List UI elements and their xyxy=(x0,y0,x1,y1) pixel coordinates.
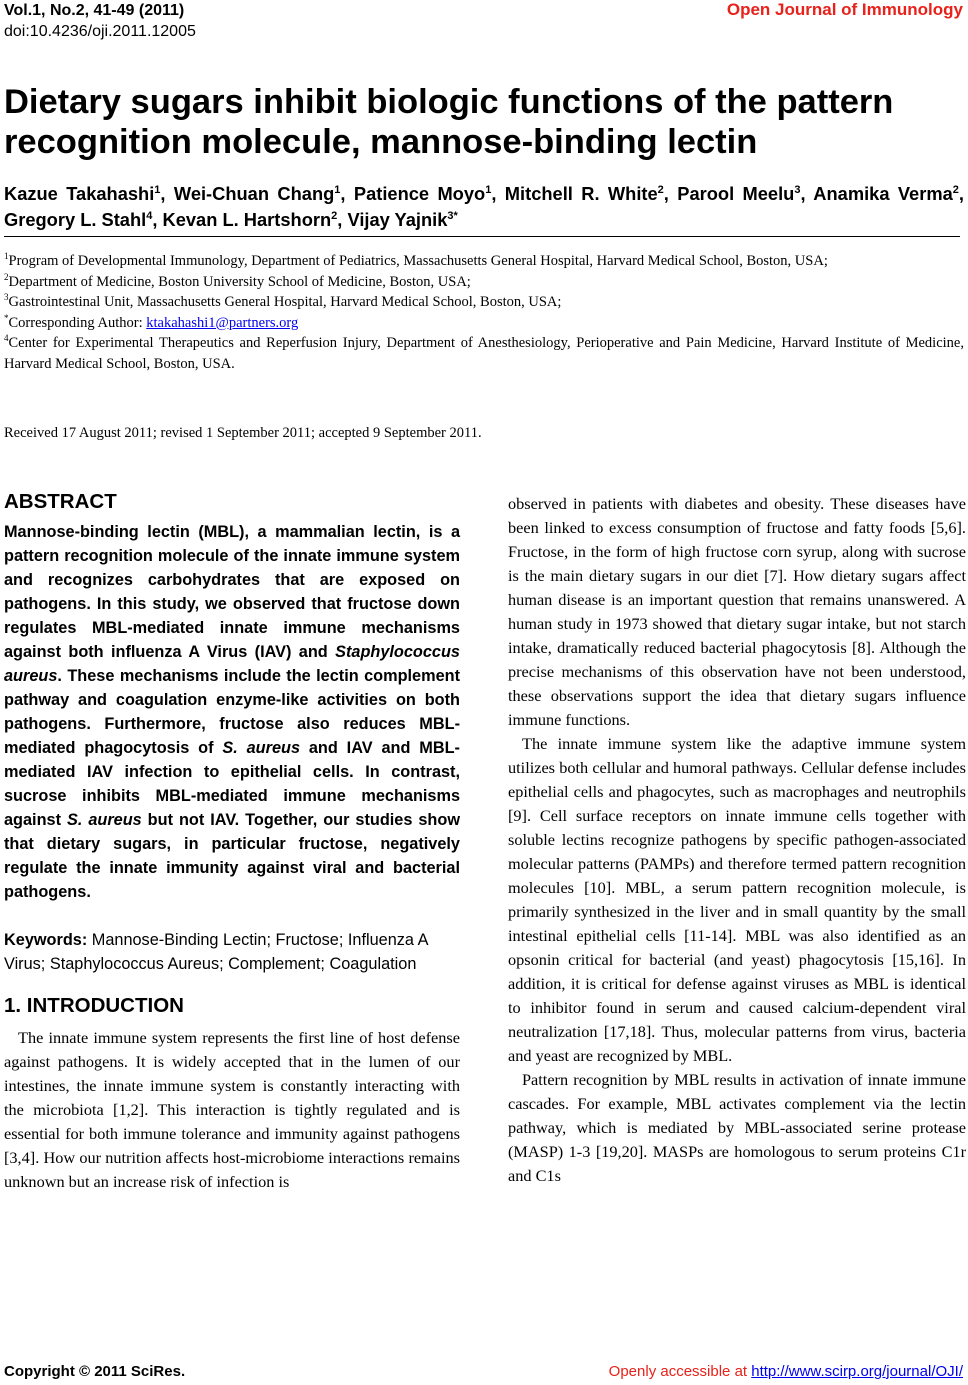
author: Mitchell R. White$^2$ xyxy=(504,183,664,204)
affiliation: $^1$Program of Developmental Immunology, Department of Pediatrics, Massachusetts General Hospital, Harvard Medical School, Boston, USA; xyxy=(4,251,828,269)
corresponding-author: *Corresponding Author: ktakahashi1@partners.org xyxy=(4,312,299,331)
journal-name: Open Journal of Immunology xyxy=(726,0,963,19)
author-list: Kazue Takahashi$^1$, Wei-Chuan Chang$^1$, Patience Moyo$^1$, Mitchell R. White$^2$, Parool Meelu$^3$, Anamika Verma$^2$, Gregory L. Stahl$^4$, Kevan L. Hartshorn$^2$, Vijay Yajnik$^{3*}$ xyxy=(4,183,964,230)
running-header xyxy=(4,0,196,42)
journal-url-link[interactable]: http://www.scirp.org/journal/OJI/ xyxy=(751,1363,963,1380)
affiliation: $^4$Center for Experimental Therapeutics and Reperfusion Injury, Department of Anesthesiology, Perioperative and Pain Medicine, Harvard Institute of Medicine, Harvard Medical School, Boston, USA. xyxy=(4,333,964,372)
affiliations xyxy=(4,251,964,374)
right-column xyxy=(508,492,966,1188)
left-column xyxy=(4,488,460,1194)
copyright: Copyright © 2011 SciRes. xyxy=(4,1363,186,1380)
author: Patience Moyo$^1$ xyxy=(353,183,492,204)
introduction-heading: 1. INTRODUCTION xyxy=(4,994,184,1017)
author: Vijay Yajnik$^{3*}$ xyxy=(347,209,458,230)
body-paragraph: The innate immune system like the adaptive immune system utilizes both cellular and humoral pathways. Cellular defense includes epithelial cells and phagocytes, such as macrophages and neutrophils [9]. Cell surface receptors on innate immune cells together with soluble lectins recognize pathogens by specific pathogen-associated molecular patterns (PAMPs) and therefore termed pattern recognition molecules [10]. MBL, a serum pattern recognition molecule, is primarily synthesized in the liver and in small quantity by the small intestinal epithelial cells [11-14]. MBL was also identified as an opsonin critical for bacterial (and yeast) phagocytosis [15,16]. In addition, it is critical for defense against viruses as MBL is identical to inhibitor found in serum and caused calcium-dependent viral neutralization [17,18]. Thus, molecular patterns from virus, bacteria and yeast are recognized by MBL. xyxy=(508,734,966,1065)
corresponding-email-link[interactable]: ktakahashi1@partners.org xyxy=(146,314,299,331)
paper-title: Dietary sugars inhibit biologic functions of the pattern recognition molecule, mannose-binding lectin xyxy=(4,83,894,161)
doi: doi:10.4236/oji.2011.12005 xyxy=(4,23,196,40)
header-divider xyxy=(4,236,960,237)
keywords-label: Keywords: xyxy=(4,931,88,949)
introduction-paragraph: The innate immune system represents the first line of host defense against pathogens. It is widely accepted that in the lumen of our intestines, the innate immune system is constantly interacting with the microbiota [1,2]. This interaction is tightly regulated and is essential for both immune tolerance and immunity against pathogens [3,4]. How our nutrition affects host-microbiome interactions remains unknown but an increase risk of infection is xyxy=(4,1028,460,1191)
author: Parool Meelu$^3$ xyxy=(677,183,801,204)
author: Anamika Verma$^2$ xyxy=(813,183,959,204)
abstract-heading: ABSTRACT xyxy=(4,490,117,513)
volume-info: Vol.1, No.2, 41-49 (2011) xyxy=(4,2,185,19)
author: Kevan L. Hartshorn$^2$ xyxy=(162,209,338,230)
author: Kazue Takahashi$^1$ xyxy=(4,183,161,204)
keywords: Keywords: Mannose-Binding Lectin; Fructose; Influenza A Virus; Staphylococcus Aureus; Complement; Coagulation xyxy=(4,931,428,973)
affiliation: $^3$Gastrointestinal Unit, Massachusetts General Hospital, Harvard Medical School, Boston, USA; xyxy=(4,292,562,310)
author: Wei-Chuan Chang$^1$ xyxy=(173,183,341,204)
author: Gregory L. Stahl$^4$ xyxy=(4,209,153,230)
affiliation: $^2$Department of Medicine, Boston University School of Medicine, Boston, USA; xyxy=(4,271,471,290)
body-paragraph: Pattern recognition by MBL results in activation of innate immune cascades. For example, MBL activates complement via the lectin pathway, which is mediated by MBL-associated serine protease (MASP) 1-3 [19,20]. MASPs are homologous to serum proteins C1r and C1s xyxy=(508,1070,966,1185)
body-paragraph: observed in patients with diabetes and obesity. These diseases have been linked to excess consumption of fructose and fatty foods [5,6]. Fructose, in the form of high fructose corn syrup, along with sucrose is the main dietary sugars in our diet [7]. How dietary sugars affect human disease is an important question that remains unanswered. A human study in 1973 showed that dietary sugar intake, but not starch intake, dramatically reduced bacterial phagocytosis [8]. Although the precise mechanisms of this observation have not been understood, these observations support the idea that dietary sugars influence immune functions. xyxy=(508,494,966,729)
abstract-text: Mannose-binding lectin (MBL), a mammalian lectin, is a pattern recognition molecule of the innate immune system and recognizes carbohydrates that are exposed on pathogens. In this study, we observed that fructose down regulates MBL-mediated innate immune mechanisms against both influenza A Virus (IAV) and Staphylococcus aureus. These mechanisms include the lectin complement pathway and coagulation enzyme-like activities on both pathogens. Furthermore, fructose also reduces MBL-mediated phagocytosis of S. aureus and IAV and MBL-mediated IAV infection to epithelial cells. In contrast, sucrose inhibits MBL-mediated immune mechanisms against S. aureus but not IAV. Together, our studies show that dietary sugars, in particular fructose, negatively regulate the innate immunity against viral and bacterial pathogens. xyxy=(4,523,460,901)
open-access-notice: Openly accessible at http://www.scirp.org/journal/OJI/ xyxy=(608,1363,963,1380)
received-dates: Received 17 August 2011; revised 1 September 2011; accepted 9 September 2011. xyxy=(4,425,482,441)
